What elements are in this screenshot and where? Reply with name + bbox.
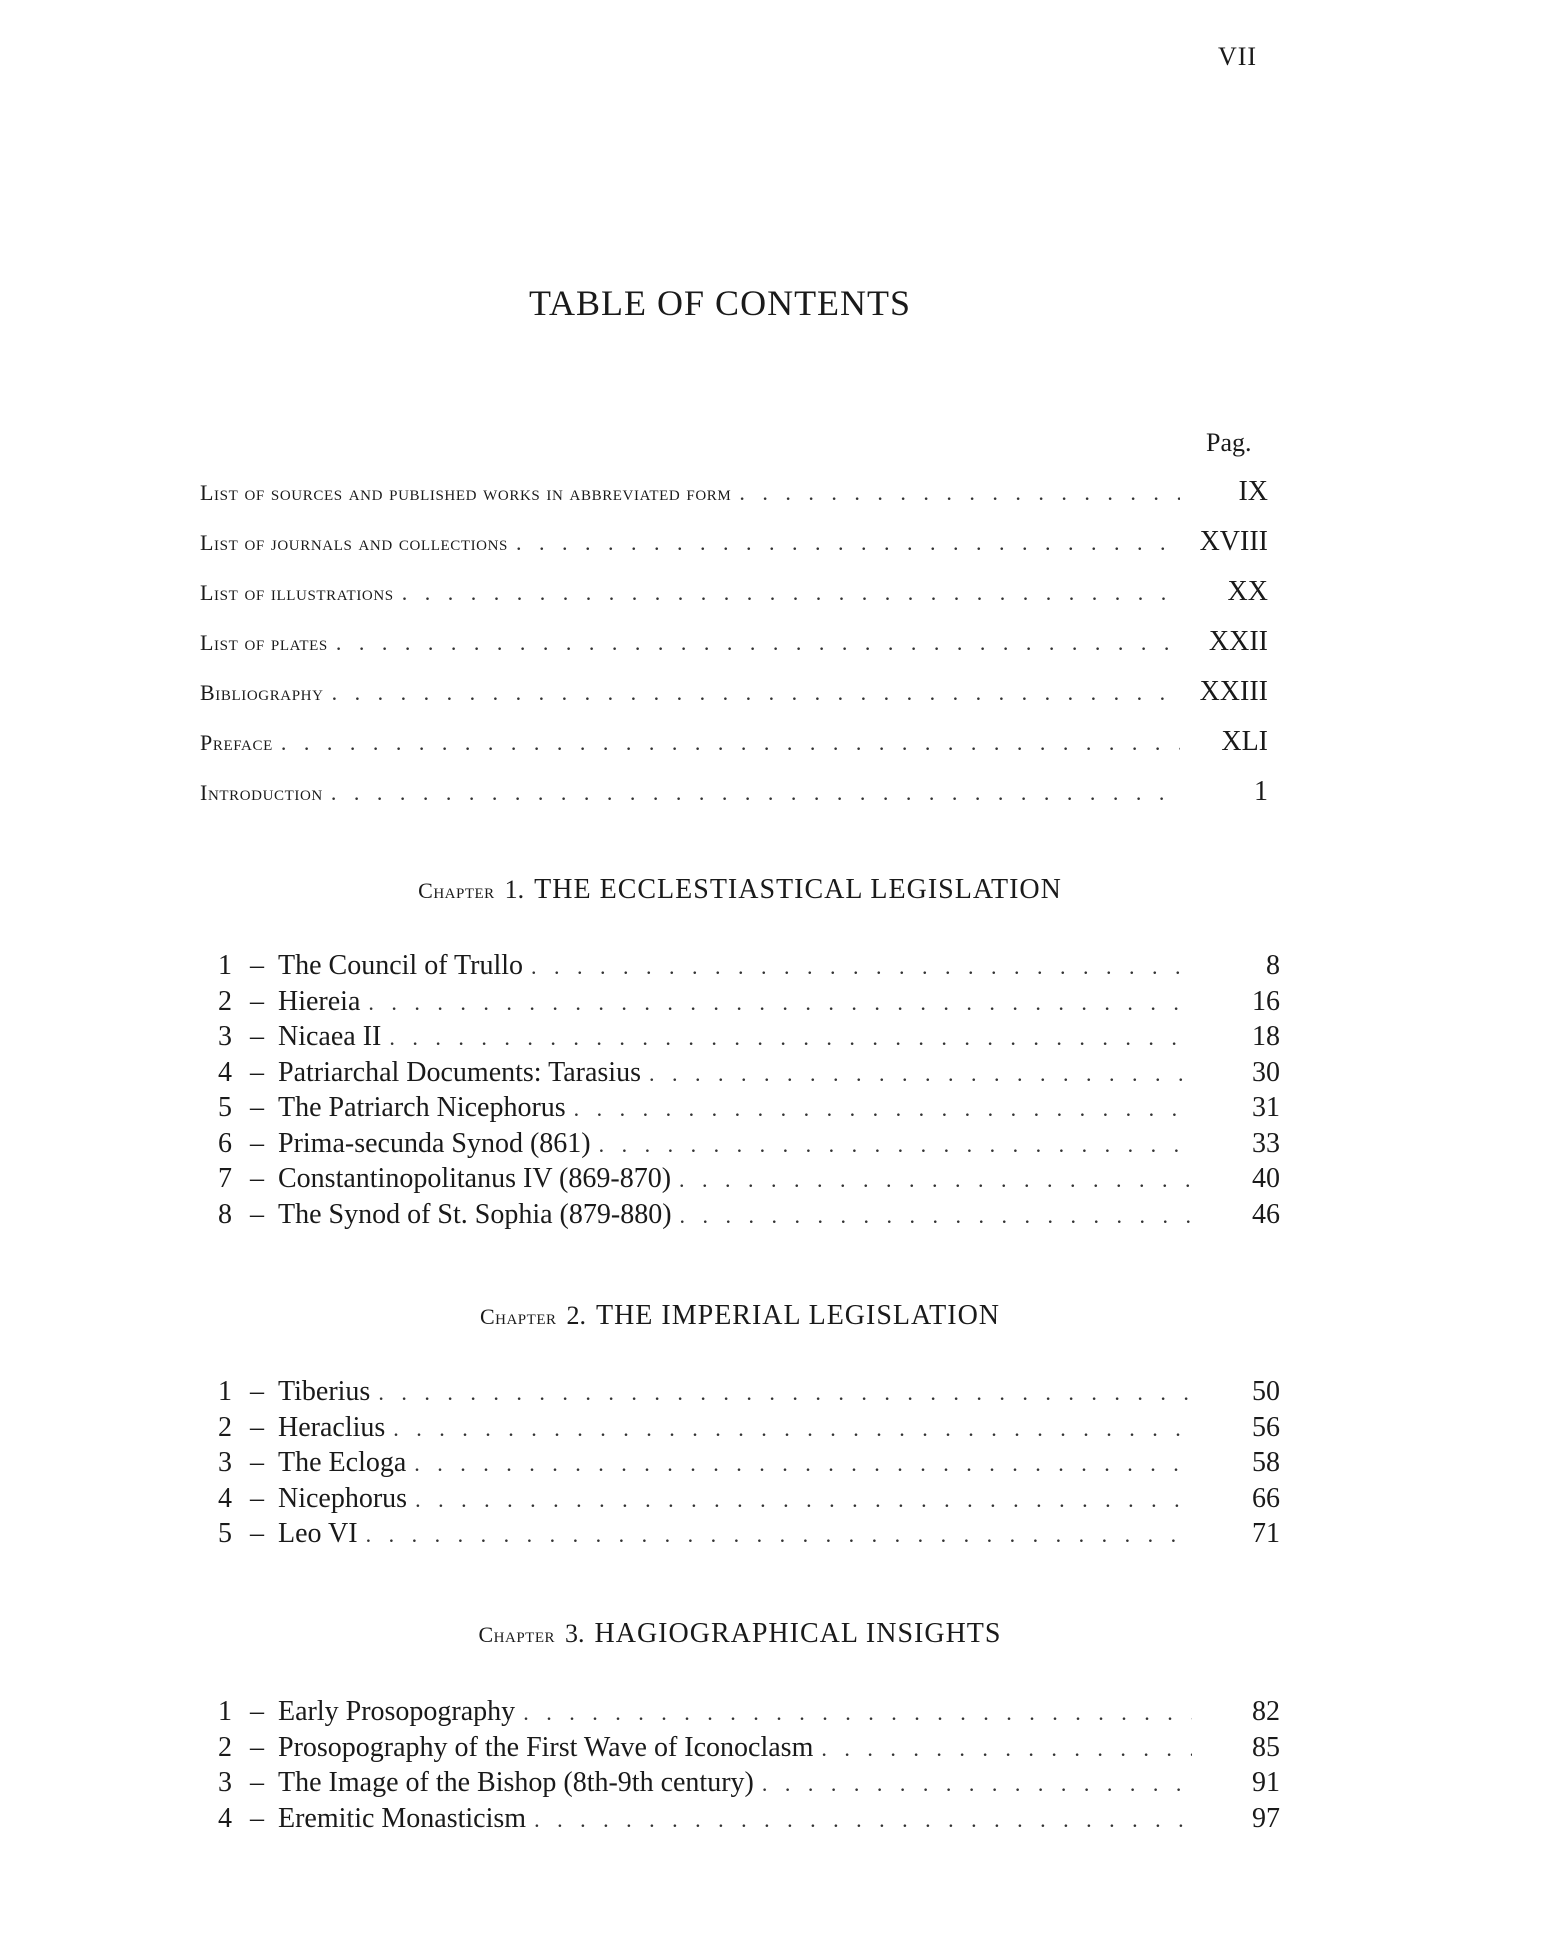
leader-dots	[649, 1061, 1192, 1087]
item-dash: –	[250, 1376, 264, 1407]
item-title: The Synod of St. Sophia (879-880)	[278, 1198, 672, 1230]
toc-entry-label: Bibliography	[200, 680, 324, 705]
item-number: 3	[218, 1767, 232, 1798]
item-number: 1	[218, 1696, 232, 1727]
toc-item[interactable]	[218, 1163, 1280, 1199]
item-page: 58	[1252, 1447, 1280, 1478]
item-page: 66	[1252, 1482, 1280, 1514]
toc-entry-label: List of sources and published works in abbreviated form	[200, 480, 732, 505]
toc-item[interactable]	[218, 1021, 1280, 1057]
chapter-2-list	[218, 1376, 1280, 1554]
chapter-word: Chapter	[478, 1622, 556, 1647]
item-title: Nicephorus	[278, 1482, 408, 1514]
front-matter-list	[200, 476, 1268, 826]
leader-dots	[680, 1203, 1192, 1229]
leader-dots	[531, 954, 1192, 980]
item-dash: –	[250, 1518, 264, 1549]
page-column-header: Pag.	[1206, 428, 1252, 457]
item-dash: –	[250, 1411, 264, 1443]
leader-dots	[679, 1167, 1192, 1193]
leader-dots	[336, 630, 1180, 656]
toc-entry-label: Preface	[200, 730, 273, 755]
leader-dots	[516, 530, 1180, 556]
item-dash: –	[250, 1696, 264, 1727]
item-page: 50	[1252, 1376, 1280, 1407]
item-number: 7	[218, 1163, 232, 1194]
item-title: The Patriarch Nicephorus	[278, 1092, 566, 1123]
chapter-number: 1.	[504, 875, 525, 904]
item-dash: –	[250, 1767, 264, 1798]
chapter-word: Chapter	[479, 1304, 557, 1329]
item-dash: –	[250, 1127, 264, 1159]
chapter-heading-3[interactable]	[0, 1618, 1480, 1650]
toc-item[interactable]	[218, 1447, 1280, 1483]
item-dash: –	[250, 1802, 264, 1834]
leader-dots	[332, 680, 1180, 706]
leader-dots	[402, 580, 1180, 606]
item-page: 8	[1266, 950, 1280, 981]
item-page: 33	[1252, 1127, 1280, 1159]
item-page: 40	[1252, 1163, 1280, 1194]
leader-dots	[393, 1416, 1192, 1442]
item-number: 5	[218, 1092, 232, 1123]
toc-item[interactable]	[218, 1092, 1280, 1128]
leader-dots	[534, 1807, 1192, 1833]
toc-entry-page: 1	[1254, 776, 1268, 807]
item-dash: –	[250, 1731, 264, 1763]
toc-item[interactable]	[218, 1199, 1280, 1235]
toc-entry-page: XX	[1227, 576, 1268, 607]
chapter-1-list	[218, 950, 1280, 1234]
item-page: 56	[1252, 1411, 1280, 1443]
item-number: 4	[218, 1482, 232, 1514]
item-title: The Ecloga	[278, 1447, 407, 1478]
toc-entry-journals[interactable]	[200, 526, 1268, 576]
chapter-heading-1[interactable]	[0, 874, 1480, 906]
toc-item[interactable]	[218, 1412, 1280, 1448]
item-dash: –	[250, 1198, 264, 1230]
page-number: VII	[1218, 42, 1258, 71]
item-title: Early Prosopography	[278, 1696, 516, 1727]
item-title: Leo VI	[278, 1518, 358, 1549]
item-page: 82	[1252, 1696, 1280, 1727]
toc-item[interactable]	[218, 1057, 1280, 1093]
toc-entry-page: XXII	[1208, 626, 1268, 657]
item-title: Nicaea II	[278, 1021, 382, 1052]
chapter-number: 2.	[566, 1301, 586, 1330]
toc-item[interactable]	[218, 1696, 1280, 1732]
leader-dots	[378, 1380, 1192, 1406]
item-title: Hiereia	[278, 985, 361, 1017]
chapter-title: THE ECCLESTIASTICAL LEGISLATION	[534, 874, 1062, 905]
leader-dots	[574, 1096, 1192, 1122]
item-number: 4	[218, 1802, 232, 1834]
toc-entry-label: Introduction	[200, 780, 323, 805]
item-number: 1	[218, 950, 232, 981]
toc-item[interactable]	[218, 1732, 1280, 1768]
leader-dots	[415, 1487, 1192, 1513]
toc-item[interactable]	[218, 1376, 1280, 1412]
toc-item[interactable]	[218, 1483, 1280, 1519]
item-dash: –	[250, 1021, 264, 1052]
toc-entry-page: XVIII	[1199, 526, 1268, 557]
toc-entry-label: List of illustrations	[200, 580, 394, 605]
item-title: Tiberius	[278, 1376, 371, 1407]
item-title: Eremitic Monasticism	[278, 1802, 527, 1834]
item-dash: –	[250, 1163, 264, 1194]
leader-dots	[523, 1700, 1192, 1726]
toc-entry-illustrations[interactable]	[200, 576, 1268, 626]
item-page: 46	[1252, 1198, 1280, 1230]
chapter-3-list	[218, 1696, 1280, 1838]
toc-item[interactable]	[218, 1767, 1280, 1803]
item-dash: –	[250, 950, 264, 981]
toc-entry-label: List of plates	[200, 630, 328, 655]
item-title: The Council of Trullo	[278, 950, 524, 981]
item-number: 5	[218, 1518, 232, 1549]
toc-item[interactable]	[218, 950, 1280, 986]
item-dash: –	[250, 1056, 264, 1088]
item-number: 2	[218, 985, 232, 1017]
toc-entry-plates[interactable]	[200, 626, 1268, 676]
item-page: 16	[1252, 985, 1280, 1017]
toc-entry-page: IX	[1238, 476, 1268, 507]
leader-dots	[331, 780, 1180, 806]
item-dash: –	[250, 1482, 264, 1514]
chapter-title: THE IMPERIAL LEGISLATION	[595, 1300, 1001, 1331]
leader-dots	[599, 1132, 1192, 1158]
item-title: Prosopography of the First Wave of Iconoclasm	[278, 1731, 814, 1763]
leader-dots	[414, 1451, 1192, 1477]
toc-entry-label: List of journals and collections	[200, 530, 508, 555]
page-title: TABLE OF CONTENTS	[528, 283, 912, 323]
chapter-title: HAGIOGRAPHICAL INSIGHTS	[594, 1618, 1002, 1649]
item-number: 4	[218, 1056, 232, 1088]
item-title: Heraclius	[278, 1411, 386, 1443]
item-number: 8	[218, 1198, 232, 1230]
item-dash: –	[250, 1447, 264, 1478]
item-page: 18	[1252, 1021, 1280, 1052]
item-page: 31	[1252, 1092, 1280, 1123]
item-number: 6	[218, 1127, 232, 1159]
item-title: Patriarchal Documents: Tarasius	[278, 1056, 641, 1088]
item-dash: –	[250, 985, 264, 1017]
item-number: 2	[218, 1731, 232, 1763]
leader-dots	[366, 1522, 1192, 1548]
chapter-word: Chapter	[418, 878, 495, 903]
item-page: 71	[1252, 1518, 1280, 1549]
item-number: 3	[218, 1447, 232, 1478]
toc-item[interactable]	[218, 1518, 1280, 1554]
item-number: 3	[218, 1021, 232, 1052]
item-title: Constantinopolitanus IV (869-870)	[278, 1163, 672, 1194]
chapter-heading-2[interactable]	[0, 1300, 1480, 1332]
toc-entry-sources[interactable]	[200, 476, 1268, 526]
leader-dots	[389, 1025, 1192, 1051]
toc-entry-page: XXIII	[1199, 676, 1268, 707]
item-dash: –	[250, 1092, 264, 1123]
leader-dots	[821, 1736, 1192, 1762]
item-number: 1	[218, 1376, 232, 1407]
leader-dots	[368, 990, 1192, 1016]
toc-entry-page: XLI	[1221, 726, 1268, 757]
leader-dots	[281, 730, 1180, 756]
item-page: 97	[1252, 1802, 1280, 1834]
item-number: 2	[218, 1411, 232, 1443]
item-title: The Image of the Bishop (8th-9th century)	[278, 1767, 754, 1798]
item-page: 30	[1252, 1056, 1280, 1088]
leader-dots	[762, 1771, 1192, 1797]
toc-item[interactable]	[218, 1803, 1280, 1839]
leader-dots	[739, 480, 1180, 506]
item-page: 91	[1252, 1767, 1280, 1798]
item-title: Prima-secunda Synod (861)	[278, 1127, 591, 1159]
item-page: 85	[1252, 1731, 1280, 1763]
toc-entry-preface[interactable]	[200, 726, 1268, 776]
toc-item[interactable]	[218, 1128, 1280, 1164]
toc-item[interactable]	[218, 986, 1280, 1022]
toc-entry-bibliography[interactable]	[200, 676, 1268, 726]
toc-entry-introduction[interactable]	[200, 776, 1268, 826]
chapter-number: 3.	[565, 1619, 585, 1648]
